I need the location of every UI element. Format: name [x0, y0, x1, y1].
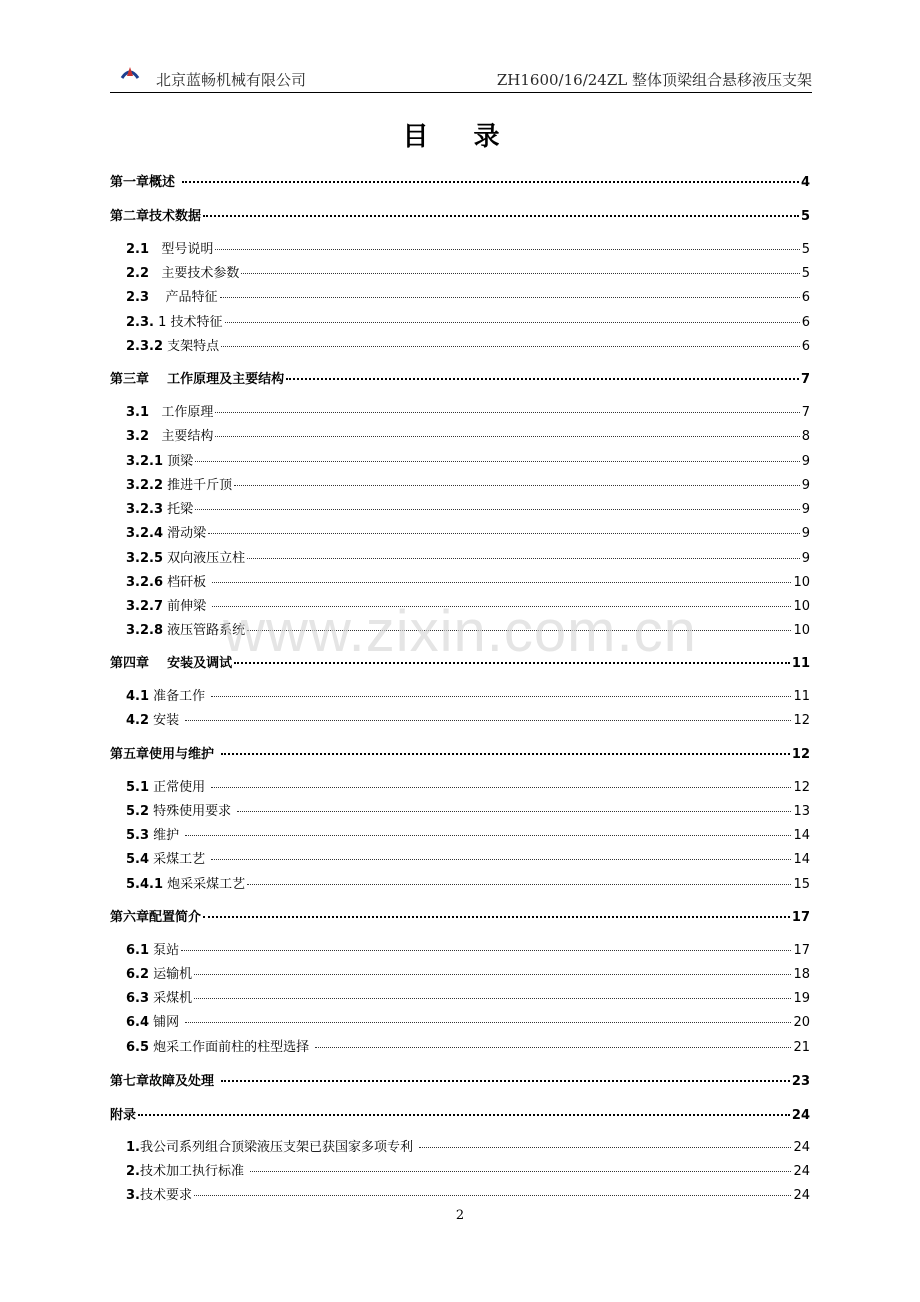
- toc-entry-number: 5.4: [126, 852, 150, 867]
- toc-page-number: 9: [801, 454, 810, 469]
- toc-section-entry[interactable]: [126, 709, 810, 729]
- toc-entry-label: 双向液压立柱: [163, 551, 246, 566]
- toc-entry-label: 第六章配置简介: [110, 910, 202, 925]
- toc-page-number: 6: [801, 339, 810, 354]
- toc-entry-label: 第一章概述: [110, 175, 180, 190]
- company-name: 北京蓝畅机械有限公司: [156, 71, 307, 89]
- toc-entry-label: 附录: [110, 1108, 137, 1123]
- toc-dot-leader: [250, 1171, 791, 1172]
- toc-page-number: 5: [800, 209, 810, 224]
- toc-dot-leader: [138, 1114, 790, 1116]
- toc-dot-leader: [220, 297, 800, 298]
- toc-entry-label: 安装: [149, 713, 184, 728]
- toc-entry-label: 技术要求: [139, 1188, 192, 1203]
- toc-page-number: 12: [791, 747, 810, 762]
- toc-section-entry[interactable]: [126, 1160, 810, 1180]
- toc-section-entry[interactable]: [126, 238, 810, 258]
- toc-entry-label: 滑动梁: [163, 526, 207, 541]
- toc-entry-number: 3.2.7: [126, 599, 164, 614]
- toc-entry-number: 5.3: [126, 828, 150, 843]
- toc-entry-label: 顶梁: [163, 454, 194, 469]
- toc-page-number: 5: [801, 242, 810, 257]
- toc-dot-leader: [181, 950, 791, 951]
- toc-chapter-entry[interactable]: [110, 1070, 810, 1090]
- toc-section-entry[interactable]: [126, 824, 810, 844]
- toc-entry-number: 2.: [126, 1164, 140, 1179]
- toc-entry-label: 铺网: [149, 1015, 184, 1030]
- toc-section-entry[interactable]: [126, 286, 810, 306]
- toc-chapter-entry[interactable]: [110, 743, 810, 763]
- toc-section-entry[interactable]: [126, 800, 810, 820]
- toc-dot-leader: [215, 249, 799, 250]
- page-number: 2: [455, 1208, 465, 1223]
- toc-dot-leader: [237, 811, 791, 812]
- toc-dot-leader: [211, 859, 791, 860]
- toc-chapter-entry[interactable]: [110, 368, 810, 388]
- toc-dot-leader: [208, 533, 800, 534]
- page-header: [110, 64, 812, 93]
- toc-dot-leader: [221, 346, 800, 347]
- toc-page-number: 17: [791, 910, 810, 925]
- toc-chapter-entry[interactable]: [110, 171, 810, 191]
- toc-section-entry[interactable]: [126, 1011, 810, 1031]
- toc-page-number: 9: [801, 551, 810, 566]
- toc-dot-leader: [234, 485, 800, 486]
- toc-entry-number: 3.2: [126, 429, 150, 444]
- toc-dot-leader: [185, 835, 791, 836]
- toc-dot-leader: [315, 1047, 791, 1048]
- toc-page-number: 4: [800, 175, 810, 190]
- toc-entry-number: 3.: [126, 1188, 140, 1203]
- toc-entry-number: 1.: [126, 1140, 140, 1155]
- toc-entry-label: 我公司系列组合顶梁液压支架已获国家多项专利: [139, 1140, 418, 1155]
- toc-entry-label: 支架特点: [163, 339, 220, 354]
- toc-dot-leader: [203, 916, 790, 918]
- toc-page-number: 24: [791, 1108, 810, 1123]
- toc-entry-label: 产品特征: [149, 290, 218, 305]
- toc-entry-label: 工作原理: [149, 405, 214, 420]
- toc-entry-number: 5.2: [126, 804, 150, 819]
- toc-entry-number: 6.3: [126, 991, 150, 1006]
- company-logo: [114, 64, 160, 90]
- toc-entry-label: 型号说明: [149, 242, 214, 257]
- toc-section-entry[interactable]: [126, 963, 810, 983]
- toc-page-number: 7: [801, 405, 810, 420]
- toc-entry-label: 1 技术特征: [153, 315, 223, 330]
- toc-chapter-entry[interactable]: [110, 205, 810, 225]
- toc-entry-number: 2.3.: [126, 315, 154, 330]
- toc-page-number: 6: [801, 290, 810, 305]
- toc-entry-label: 特殊使用要求: [149, 804, 236, 819]
- toc-page-number: 5: [801, 266, 810, 281]
- toc-dot-leader: [247, 884, 791, 885]
- toc-section-entry[interactable]: [126, 547, 810, 567]
- toc-section-entry[interactable]: [126, 1184, 810, 1204]
- toc-entry-label: 托梁: [163, 502, 194, 517]
- toc-entry-label: 推进千斤顶: [163, 478, 233, 493]
- toc-entry-number: 2.3.2: [126, 339, 164, 354]
- toc-page-number: 9: [801, 526, 810, 541]
- toc-page-number: 8: [801, 429, 810, 444]
- toc-section-entry[interactable]: [126, 498, 810, 518]
- toc-entry-label: 主要结构: [149, 429, 214, 444]
- toc-entry-label: 炮采采煤工艺: [163, 877, 246, 892]
- toc-dot-leader: [194, 1195, 791, 1196]
- toc-entry-number: 6.1: [126, 943, 150, 958]
- toc-section-entry[interactable]: [126, 776, 810, 796]
- toc-section-entry[interactable]: [126, 262, 810, 282]
- toc-entry-label: 采煤机: [149, 991, 193, 1006]
- toc-chapter-entry[interactable]: [110, 906, 810, 926]
- toc-page-number: 17: [793, 943, 810, 958]
- toc-page-number: 9: [801, 502, 810, 517]
- toc-page-number: 12: [793, 780, 810, 795]
- toc-entry-number: 4.1: [126, 689, 150, 704]
- toc-dot-leader: [211, 787, 791, 788]
- toc-entry-label: 第三章 工作原理及主要结构: [110, 372, 285, 387]
- toc-entry-label: 第七章故障及处理: [110, 1074, 219, 1089]
- toc-entry-label: 维护: [149, 828, 184, 843]
- toc-entry-label: 主要技术参数: [149, 266, 240, 281]
- toc-entry-number: 3.2.3: [126, 502, 164, 517]
- toc-entry-label: 泵站: [149, 943, 180, 958]
- toc-section-entry[interactable]: [126, 685, 810, 705]
- toc-page-number: 24: [793, 1188, 810, 1203]
- toc-entry-number: 3.2.6: [126, 575, 164, 590]
- toc-page-number: 13: [793, 804, 810, 819]
- toc-page-number: 11: [793, 689, 810, 704]
- toc-section-entry[interactable]: [126, 1036, 810, 1056]
- toc-entry-label: 技术加工执行标准: [139, 1164, 249, 1179]
- toc-page-number: 20: [793, 1015, 810, 1030]
- toc-dot-leader: [195, 461, 800, 462]
- toc-section-entry[interactable]: [126, 873, 810, 893]
- toc-section-entry[interactable]: [126, 987, 810, 1007]
- toc-dot-leader: [241, 273, 799, 274]
- toc-dot-leader: [215, 412, 799, 413]
- toc-dot-leader: [221, 753, 790, 755]
- toc-section-entry[interactable]: [126, 450, 810, 470]
- toc-dot-leader: [212, 582, 791, 583]
- toc-page-number: 10: [793, 575, 810, 590]
- toc-page-number: 21: [793, 1040, 810, 1055]
- toc-page-number: 14: [793, 828, 810, 843]
- toc-section-entry[interactable]: [126, 939, 810, 959]
- toc-section-entry[interactable]: [126, 522, 810, 542]
- toc-dot-leader: [221, 1080, 790, 1082]
- toc-entry-label: 正常使用: [149, 780, 210, 795]
- toc-entry-number: 5.4.1: [126, 877, 164, 892]
- toc-entry-label: 第二章技术数据: [110, 209, 202, 224]
- toc-entry-number: 2.2: [126, 266, 150, 281]
- toc-section-entry[interactable]: [126, 848, 810, 868]
- toc-entry-number: 6.2: [126, 967, 150, 982]
- toc-page-number: 11: [791, 656, 810, 671]
- toc-entry-number: 3.2.5: [126, 551, 164, 566]
- toc-section-entry[interactable]: [126, 311, 810, 331]
- toc-entry-label: 第四章 安装及调试: [110, 656, 233, 671]
- toc-entry-number: 3.2.1: [126, 454, 164, 469]
- toc-section-entry[interactable]: [126, 335, 810, 355]
- toc-section-entry[interactable]: [126, 571, 810, 591]
- toc-page-number: 14: [793, 852, 810, 867]
- toc-entry-number: 2.3: [126, 290, 150, 305]
- toc-dot-leader: [247, 558, 800, 559]
- toc-entry-label: 准备工作: [149, 689, 210, 704]
- toc-page-number: 10: [793, 599, 810, 614]
- toc-chapter-entry[interactable]: [110, 1104, 810, 1124]
- toc-page-number: 24: [793, 1164, 810, 1179]
- toc-entry-label: 前伸梁: [163, 599, 211, 614]
- toc-dot-leader: [185, 1022, 791, 1023]
- toc-dot-leader: [185, 720, 791, 721]
- toc-entry-number: 3.2.2: [126, 478, 164, 493]
- toc-page-number: 9: [801, 478, 810, 493]
- toc-section-entry[interactable]: [126, 474, 810, 494]
- watermark: www.zixin.com.cn: [223, 599, 697, 664]
- toc-entry-number: 4.2: [126, 713, 150, 728]
- toc-dot-leader: [211, 696, 791, 697]
- toc-page-number: 15: [793, 877, 810, 892]
- toc-dot-leader: [286, 378, 799, 380]
- toc-entry-label: 第五章使用与维护: [110, 747, 219, 762]
- toc-page-number: 24: [793, 1140, 810, 1155]
- toc-dot-leader: [225, 322, 800, 323]
- toc-entry-number: 2.1: [126, 242, 150, 257]
- toc-page-number: 7: [800, 372, 810, 387]
- toc-entry-number: 3.2.8: [126, 623, 164, 638]
- toc-dot-leader: [195, 509, 800, 510]
- toc-entry-number: 5.1: [126, 780, 150, 795]
- toc-section-entry[interactable]: [126, 401, 810, 421]
- toc-entry-number: 6.5: [126, 1040, 150, 1055]
- toc-dot-leader: [419, 1147, 791, 1148]
- toc-dot-leader: [215, 436, 799, 437]
- toc-page-number: 18: [793, 967, 810, 982]
- toc-section-entry[interactable]: [126, 425, 810, 445]
- toc-page-number: 19: [793, 991, 810, 1006]
- product-title: ZH1600/16/24ZL 整体顶梁组合悬移液压支架: [496, 71, 812, 89]
- toc-entry-label: 炮采工作面前柱的柱型选择: [149, 1040, 314, 1055]
- toc-dot-leader: [194, 998, 791, 999]
- toc-title: 目 录: [402, 122, 518, 152]
- toc-entry-label: 运输机: [149, 967, 193, 982]
- toc-entry-number: 3.2.4: [126, 526, 164, 541]
- toc-dot-leader: [203, 215, 799, 217]
- toc-page-number: 12: [793, 713, 810, 728]
- toc-dot-leader: [194, 974, 791, 975]
- toc-entry-number: 6.4: [126, 1015, 150, 1030]
- toc-page-number: 23: [791, 1074, 810, 1089]
- toc-page-number: 10: [793, 623, 810, 638]
- toc-page-number: 6: [801, 315, 810, 330]
- toc-entry-number: 3.1: [126, 405, 150, 420]
- toc-entry-label: 液压管路系统: [163, 623, 246, 638]
- toc-entry-label: 档矸板: [163, 575, 211, 590]
- toc-dot-leader: [182, 181, 799, 183]
- toc-entry-label: 采煤工艺: [149, 852, 210, 867]
- toc-section-entry[interactable]: [126, 1136, 810, 1156]
